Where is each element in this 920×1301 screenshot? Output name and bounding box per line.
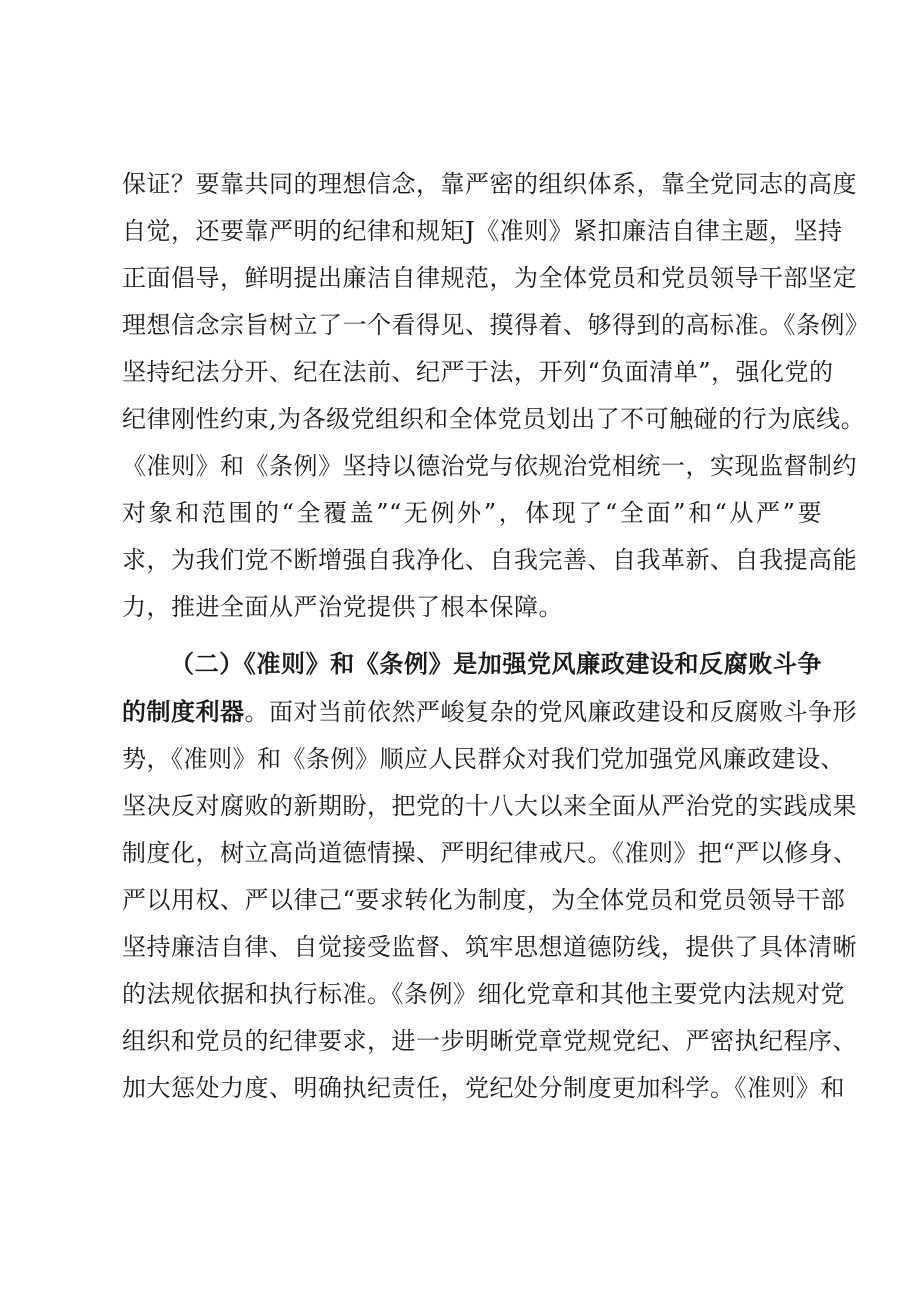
body-text-line: 加大惩处力度、明确执纪责任，党纪处分制度更加科学。《准则》和 xyxy=(122,1074,845,1102)
body-text-line: 坚持廉洁自律、自觉接受监督、筑牢思想道德防线，提供了具体清晰 xyxy=(122,933,857,961)
heading-continuation-line xyxy=(122,688,857,736)
body-text-line: 求，为我们党不断增强自我净化、自我完善、自我革新、自我提高能 xyxy=(122,546,857,574)
body-text-line: 的法规依据和执行标准。《条例》细化党章和其他主要党内法规对党 xyxy=(122,980,845,1008)
section-heading-tail: 的制度利器 xyxy=(122,698,245,726)
body-text-line: 势，《准则》和《条例》顺应人民群众对我们党加强党风廉政建设、 xyxy=(122,745,845,773)
section-heading: （二）《准则》和《条例》是加强党风廉政建设和反腐败斗争 xyxy=(170,650,822,678)
body-text-line: 正面倡导，鲜明提出廉洁自律规范，为全体党员和党员领导干部坚定 xyxy=(122,264,857,292)
body-text-line: 纪律刚性约束,为各级党组织和全体党员划出了不可触碰的行为底线。 xyxy=(122,405,866,433)
body-text-line: 力，推进全面从严治党提供了根本保障。 xyxy=(122,593,563,621)
body-text-line: 组织和党员的纪律要求，进一步明晰党章党规党纪、严密执纪程序、 xyxy=(122,1027,857,1055)
body-text-line: 自觉，还要靠严明的纪律和规矩J《准则》紧扣廉洁自律主题，坚持 xyxy=(122,217,843,245)
body-text-line: 坚决反对腐败的新期盼，把党的十八大以来全面从严治党的实践成果 xyxy=(122,792,857,820)
body-text-line: 保证？要靠共同的理想信念，靠严密的组织体系，靠全党同志的高度 xyxy=(122,170,857,198)
body-text-span: 。面对当前依然严峻复杂的党风廉政建设和反腐败斗争形 xyxy=(244,698,857,726)
body-text-line: 严以用权、严以律己“要求转化为制度，为全体党员和党员领导干部 xyxy=(122,886,846,914)
body-text-line: 制度化，树立高尚道德情操、严明纪律戒尺。《准则》把“严以修身、 xyxy=(122,839,858,867)
body-text-line: 《准则》和《条例》坚持以德治党与依规治党相统一，实现监督制约 xyxy=(122,452,857,480)
body-text-line: 对象和范围的“全覆盖”“无例外”，体现了“全面”和“从严”要 xyxy=(122,499,822,527)
body-text-line: 理想信念宗旨树立了一个看得见、摸得着、够得到的高标准。《条例》 xyxy=(122,311,870,339)
body-text-line: 坚持纪法分开、纪在法前、纪严于法，开列“负面清单”，强化党的 xyxy=(122,358,834,386)
